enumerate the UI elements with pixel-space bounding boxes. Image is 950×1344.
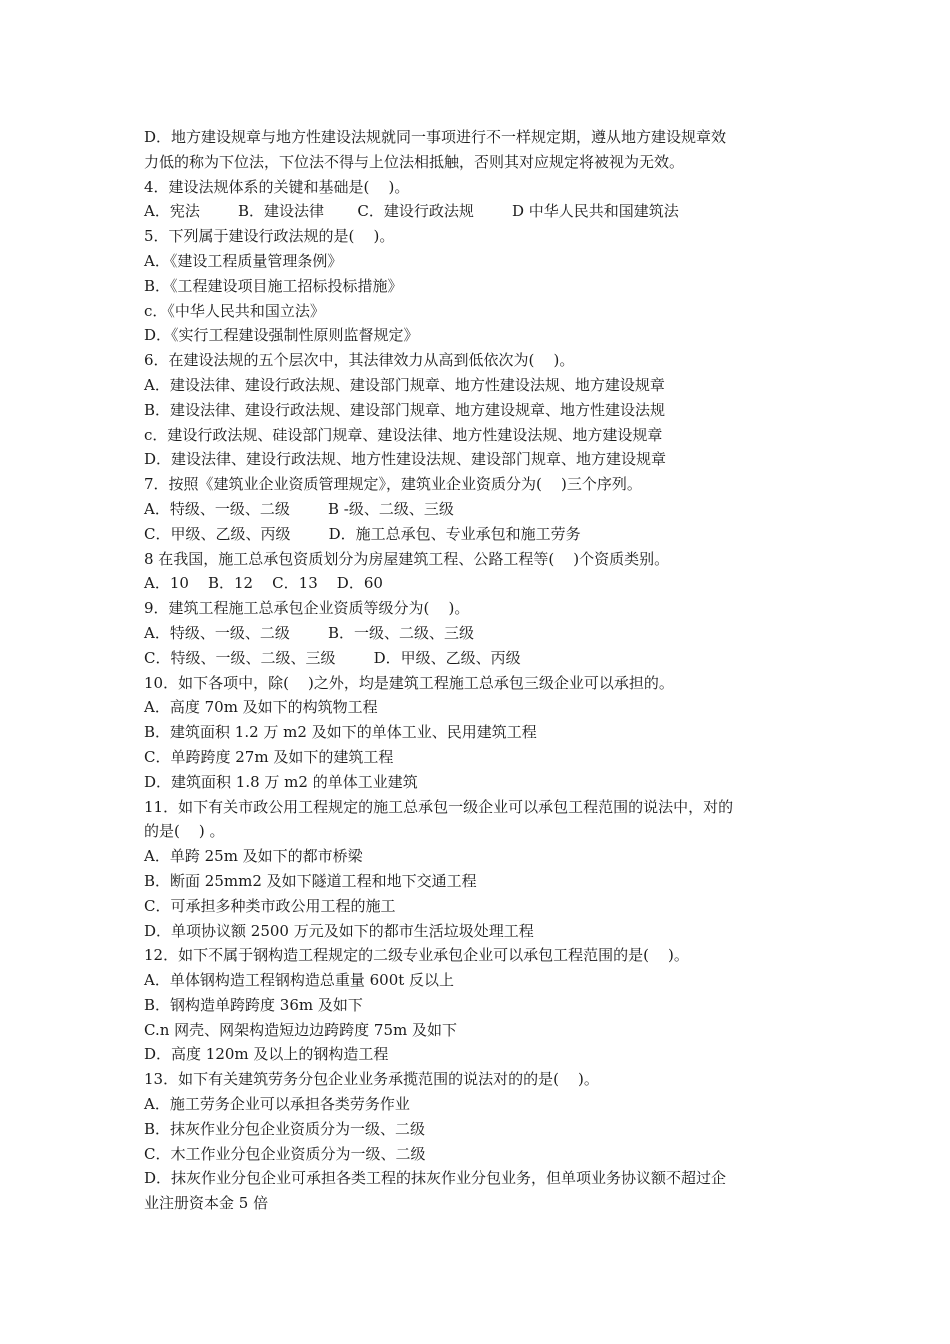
- text-line: A．10 B．12 C．13 D．60: [144, 574, 383, 593]
- text-line: 业注册资本金 5 倍: [144, 1194, 269, 1213]
- text-line: D．高度 120m 及以上的钢构造工程: [144, 1045, 389, 1064]
- text-line: B．抹灰作业分包企业资质分为一级、二级: [144, 1119, 426, 1138]
- text-line: D．地方建设规章与地方性建设法规就同一事项进行不一样规定期，遵从地方建设规章效: [144, 128, 727, 146]
- text-line: 的是( ) 。: [144, 822, 225, 841]
- text-line: 力低的称为下位法，下位法不得与上位法相抵触，否则其对应规定将被视为无效。: [144, 152, 685, 171]
- text-line: c．《中华人民共和国立法》: [144, 301, 325, 320]
- text-line: C．特级、一级、二级、三级 D．甲级、乙级、丙级: [144, 648, 521, 667]
- text-line: C．可承担多种类市政公用工程的施工: [144, 896, 396, 915]
- text-line: A．施工劳务企业可以承担各类劳务作业: [144, 1095, 410, 1114]
- text-line: D．抹灰作业分包企业可承担各类工程的抹灰作业分包业务，但单项业务协议额不超过企: [144, 1169, 727, 1188]
- text-line: 9．建筑工程施工总承包企业资质等级分为( )。: [144, 599, 470, 618]
- text-line: B．建设法律、建设行政法规、建设部门规章、地方建设规章、地方性建设法规: [144, 400, 666, 419]
- document-body: [144, 125, 804, 1216]
- text-line: D．建筑面积 1.8 万 m2 的单体工业建筑: [144, 772, 418, 791]
- text-line: C．木工作业分包企业资质分为一级、二级: [144, 1144, 426, 1163]
- text-line: 7．按照《建筑业企业资质管理规定》，建筑业企业资质分为( )三个序列。: [144, 475, 642, 494]
- text-line: A．特级、一级、二级 B -级、二级、三级: [144, 499, 454, 518]
- text-line: D．单项协议额 2500 万元及如下的都市生活垃圾处理工程: [144, 921, 534, 940]
- text-line: 10．如下各项中，除( )之外，均是建筑工程施工总承包三级企业可以承担的。: [144, 673, 674, 692]
- text-line: 13．如下有关建筑劳务分包企业业务承揽范围的说法对的的是( )。: [144, 1070, 599, 1089]
- text-line: B．钢构造单跨跨度 36m 及如下: [144, 995, 363, 1014]
- text-line: c．建设行政法规、硅设部门规章、建设法律、地方性建设法规、地方建设规章: [144, 425, 663, 444]
- text-line: D．《实行工程建设强制性原则监督规定》: [144, 326, 419, 345]
- text-line: A．单体钢构造工程钢构造总重量 600t 反以上: [144, 971, 455, 990]
- text-line: B．断面 25mm2 及如下隧道工程和地下交通工程: [144, 871, 477, 890]
- text-line: C．单跨跨度 27m 及如下的建筑工程: [144, 747, 394, 766]
- text-line: B．建筑面积 1.2 万 m2 及如下的单体工业、民用建筑工程: [144, 723, 537, 742]
- text-line: A．特级、一级、二级 B．一级、二级、三级: [144, 623, 475, 642]
- text-line: 8 在我国，施工总承包资质划分为房屋建筑工程、公路工程等( )个资质类别。: [144, 549, 670, 568]
- text-line: A．《建设工程质量管理条例》: [144, 251, 343, 270]
- text-line: 11．如下有关市政公用工程规定的施工总承包一级企业可以承包工程范围的说法中，对的: [144, 797, 734, 816]
- text-line: 6．在建设法规的五个层次中，其法律效力从高到低依次为( )。: [144, 351, 575, 370]
- text-line: 12．如下不属于钢构造工程规定的二级专业承包企业可以承包工程范围的是( )。: [144, 946, 689, 965]
- text-line: A．建设法律、建设行政法规、建设部门规章、地方性建设法规、地方建设规章: [144, 375, 665, 394]
- text-line: C．甲级、乙级、丙级 D．施工总承包、专业承包和施工劳务: [144, 524, 581, 543]
- text-line: 4．建设法规体系的关键和基础是( )。: [144, 177, 410, 196]
- text-line: D．建设法律、建设行政法规、地方性建设法规、建设部门规章、地方建设规章: [144, 450, 667, 469]
- text-line: A．高度 70m 及如下的构筑物工程: [144, 698, 378, 717]
- text-line: B．《工程建设项目施工招标投标措施》: [144, 276, 403, 295]
- text-line: C.n 网壳、网架构造短边边跨跨度 75m 及如下: [144, 1020, 457, 1039]
- text-line: 5．下列属于建设行政法规的是( )。: [144, 227, 395, 246]
- text-line: A．单跨 25m 及如下的都市桥梁: [144, 847, 363, 866]
- text-line: A．宪法 B．建设法律 C．建设行政法规 D 中华人民共和国建筑法: [144, 202, 679, 221]
